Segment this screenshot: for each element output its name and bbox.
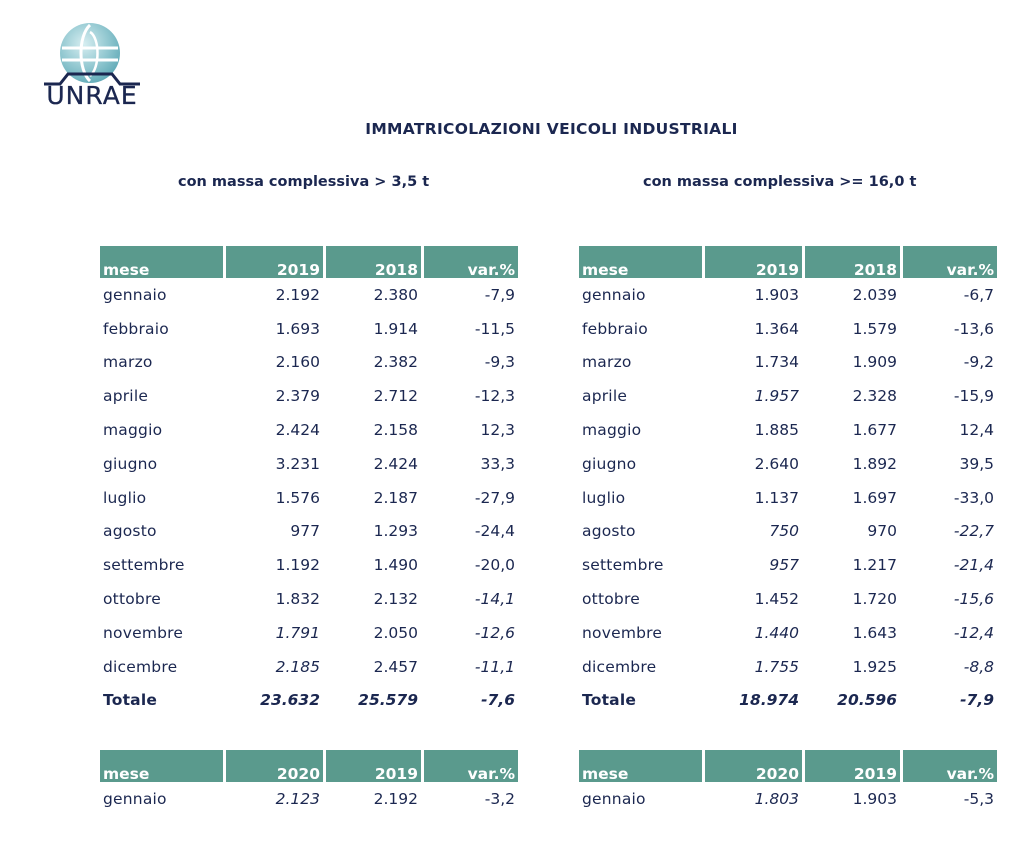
cell-month: febbraio xyxy=(103,319,169,338)
table-row xyxy=(579,548,997,582)
cell-variation: -12,6 xyxy=(474,623,515,642)
cell-value: 2.050 xyxy=(373,623,418,642)
total-value: -7,6 xyxy=(481,691,515,710)
table-row xyxy=(579,278,997,312)
cell-month: maggio xyxy=(103,421,163,440)
cell-variation: -24,4 xyxy=(474,522,515,541)
table-row xyxy=(579,379,997,413)
total-value: 18.974 xyxy=(739,691,799,710)
table-left-2020 xyxy=(100,750,518,816)
total-value: 20.596 xyxy=(837,691,897,710)
right-subtitle: con massa complessiva >= 16,0 t xyxy=(643,174,917,190)
cell-variation: -13,6 xyxy=(953,319,994,338)
cell-value: 1.734 xyxy=(754,353,799,372)
cell-value: 1.925 xyxy=(852,657,897,676)
table-row xyxy=(100,312,518,346)
col-header-var: var.% xyxy=(900,246,997,278)
col-header-mese: mese xyxy=(100,246,223,278)
logo-text: UNRAE xyxy=(46,81,138,108)
cell-value: 1.643 xyxy=(852,623,897,642)
table-body xyxy=(579,278,997,717)
cell-month: dicembre xyxy=(582,657,657,676)
table-row xyxy=(100,447,518,481)
cell-value: 1.909 xyxy=(852,353,897,372)
cell-month: giugno xyxy=(582,454,637,473)
cell-month: settembre xyxy=(103,556,185,575)
cell-value: 1.755 xyxy=(754,657,799,676)
table-row xyxy=(100,278,518,312)
cell-value: 2.640 xyxy=(754,454,799,473)
table-row xyxy=(100,515,518,549)
cell-variation: -12,4 xyxy=(953,623,994,642)
table-row xyxy=(100,650,518,684)
cell-variation: -27,9 xyxy=(474,488,515,507)
table-header-row xyxy=(579,750,997,782)
unrae-logo xyxy=(40,22,144,108)
table-row xyxy=(100,616,518,650)
table-header-row xyxy=(100,246,518,278)
table-right-2019 xyxy=(579,246,997,717)
cell-value: 2.382 xyxy=(373,353,418,372)
cell-variation: -12,3 xyxy=(474,387,515,406)
cell-month: luglio xyxy=(103,488,147,507)
cell-value: 1.885 xyxy=(754,421,799,440)
total-row xyxy=(100,684,518,718)
cell-month: settembre xyxy=(582,556,664,575)
cell-month: marzo xyxy=(582,353,632,372)
cell-month: luglio xyxy=(582,488,626,507)
table-row xyxy=(100,548,518,582)
table-row xyxy=(579,582,997,616)
table-row xyxy=(100,481,518,515)
col-header-year-b: 2018 xyxy=(802,246,900,278)
cell-variation: -15,9 xyxy=(953,387,994,406)
cell-month: novembre xyxy=(103,623,184,642)
table-row xyxy=(579,650,997,684)
cell-value: 2.424 xyxy=(275,421,320,440)
table-row xyxy=(579,312,997,346)
cell-value: 2.457 xyxy=(373,657,418,676)
cell-month: giugno xyxy=(103,454,158,473)
cell-value: 1.903 xyxy=(852,789,897,808)
cell-variation: -7,9 xyxy=(484,285,515,304)
table-row xyxy=(100,346,518,380)
cell-variation: -14,1 xyxy=(474,590,515,609)
cell-value: 1.677 xyxy=(852,421,897,440)
cell-value: 1.791 xyxy=(275,623,320,642)
col-header-year-a: 2019 xyxy=(702,246,802,278)
cell-value: 2.379 xyxy=(275,387,320,406)
cell-month: gennaio xyxy=(103,285,167,304)
cell-value: 1.364 xyxy=(754,319,799,338)
cell-month: agosto xyxy=(103,522,157,541)
table-row xyxy=(579,515,997,549)
globe-icon xyxy=(40,22,144,108)
cell-value: 1.697 xyxy=(852,488,897,507)
cell-value: 2.328 xyxy=(852,387,897,406)
cell-month: marzo xyxy=(103,353,153,372)
cell-value: 1.452 xyxy=(754,590,799,609)
cell-value: 1.293 xyxy=(373,522,418,541)
cell-variation: 39,5 xyxy=(959,454,994,473)
cell-variation: -21,4 xyxy=(953,556,994,575)
cell-value: 2.192 xyxy=(373,789,418,808)
table-row xyxy=(579,616,997,650)
col-header-var: var.% xyxy=(900,750,997,782)
cell-value: 957 xyxy=(769,556,799,575)
cell-value: 1.914 xyxy=(373,319,418,338)
col-header-year-b: 2019 xyxy=(802,750,900,782)
table-row xyxy=(100,379,518,413)
cell-value: 2.123 xyxy=(275,789,320,808)
cell-variation: -5,3 xyxy=(963,789,994,808)
cell-value: 2.380 xyxy=(373,285,418,304)
cell-value: 1.903 xyxy=(754,285,799,304)
col-header-year-b: 2018 xyxy=(323,246,421,278)
report-title: IMMATRICOLAZIONI VEICOLI INDUSTRIALI xyxy=(365,120,738,138)
cell-value: 1.192 xyxy=(275,556,320,575)
cell-value: 1.137 xyxy=(754,488,799,507)
cell-value: 1.957 xyxy=(754,387,799,406)
cell-variation: -11,1 xyxy=(474,657,515,676)
cell-value: 1.490 xyxy=(373,556,418,575)
cell-value: 1.579 xyxy=(852,319,897,338)
cell-month: dicembre xyxy=(103,657,178,676)
cell-variation: -9,2 xyxy=(963,353,994,372)
cell-value: 2.160 xyxy=(275,353,320,372)
cell-value: 2.158 xyxy=(373,421,418,440)
table-row xyxy=(579,447,997,481)
total-row xyxy=(579,684,997,718)
cell-variation: -11,5 xyxy=(474,319,515,338)
cell-variation: -9,3 xyxy=(484,353,515,372)
total-value: 23.632 xyxy=(260,691,320,710)
cell-variation: -20,0 xyxy=(474,556,515,575)
cell-value: 1.832 xyxy=(275,590,320,609)
cell-variation: -33,0 xyxy=(953,488,994,507)
table-row xyxy=(100,782,518,816)
col-header-year-b: 2019 xyxy=(323,750,421,782)
cell-value: 2.192 xyxy=(275,285,320,304)
cell-value: 2.132 xyxy=(373,590,418,609)
table-body xyxy=(100,278,518,717)
total-value: -7,9 xyxy=(960,691,994,710)
table-left-2019 xyxy=(100,246,518,717)
cell-variation: -6,7 xyxy=(963,285,994,304)
table-row xyxy=(579,481,997,515)
cell-variation: 12,4 xyxy=(959,421,994,440)
total-label: Totale xyxy=(103,691,158,710)
col-header-var: var.% xyxy=(421,246,518,278)
col-header-year-a: 2020 xyxy=(702,750,802,782)
cell-value: 2.712 xyxy=(373,387,418,406)
cell-variation: -22,7 xyxy=(953,522,994,541)
table-header-row xyxy=(579,246,997,278)
cell-month: gennaio xyxy=(103,789,167,808)
cell-value: 2.039 xyxy=(852,285,897,304)
cell-month: maggio xyxy=(582,421,642,440)
cell-month: aprile xyxy=(582,387,628,406)
cell-month: aprile xyxy=(103,387,149,406)
cell-value: 2.424 xyxy=(373,454,418,473)
table-row xyxy=(579,346,997,380)
col-header-mese: mese xyxy=(100,750,223,782)
cell-value: 1.803 xyxy=(754,789,799,808)
total-value: 25.579 xyxy=(358,691,418,710)
col-header-mese: mese xyxy=(579,750,702,782)
cell-value: 3.231 xyxy=(275,454,320,473)
cell-value: 750 xyxy=(769,522,799,541)
col-header-year-a: 2019 xyxy=(223,246,323,278)
left-subtitle: con massa complessiva > 3,5 t xyxy=(178,174,430,190)
cell-value: 2.187 xyxy=(373,488,418,507)
table-row xyxy=(579,413,997,447)
cell-value: 970 xyxy=(867,522,897,541)
cell-month: febbraio xyxy=(582,319,648,338)
cell-variation: -15,6 xyxy=(953,590,994,609)
cell-variation: 33,3 xyxy=(480,454,515,473)
cell-value: 1.720 xyxy=(852,590,897,609)
table-row xyxy=(100,413,518,447)
cell-value: 1.576 xyxy=(275,488,320,507)
cell-value: 977 xyxy=(290,522,320,541)
cell-month: novembre xyxy=(582,623,663,642)
table-row xyxy=(100,582,518,616)
cell-month: ottobre xyxy=(582,590,640,609)
cell-value: 1.217 xyxy=(852,556,897,575)
cell-month: gennaio xyxy=(582,285,646,304)
cell-month: agosto xyxy=(582,522,636,541)
col-header-mese: mese xyxy=(579,246,702,278)
table-right-2020 xyxy=(579,750,997,816)
col-header-var: var.% xyxy=(421,750,518,782)
cell-value: 2.185 xyxy=(275,657,320,676)
cell-value: 1.892 xyxy=(852,454,897,473)
cell-month: gennaio xyxy=(582,789,646,808)
cell-value: 1.440 xyxy=(754,623,799,642)
cell-variation: -8,8 xyxy=(963,657,994,676)
total-label: Totale xyxy=(582,691,637,710)
cell-variation: -3,2 xyxy=(484,789,515,808)
table-header-row xyxy=(100,750,518,782)
col-header-year-a: 2020 xyxy=(223,750,323,782)
table-row xyxy=(579,782,997,816)
cell-variation: 12,3 xyxy=(480,421,515,440)
cell-month: ottobre xyxy=(103,590,161,609)
cell-value: 1.693 xyxy=(275,319,320,338)
